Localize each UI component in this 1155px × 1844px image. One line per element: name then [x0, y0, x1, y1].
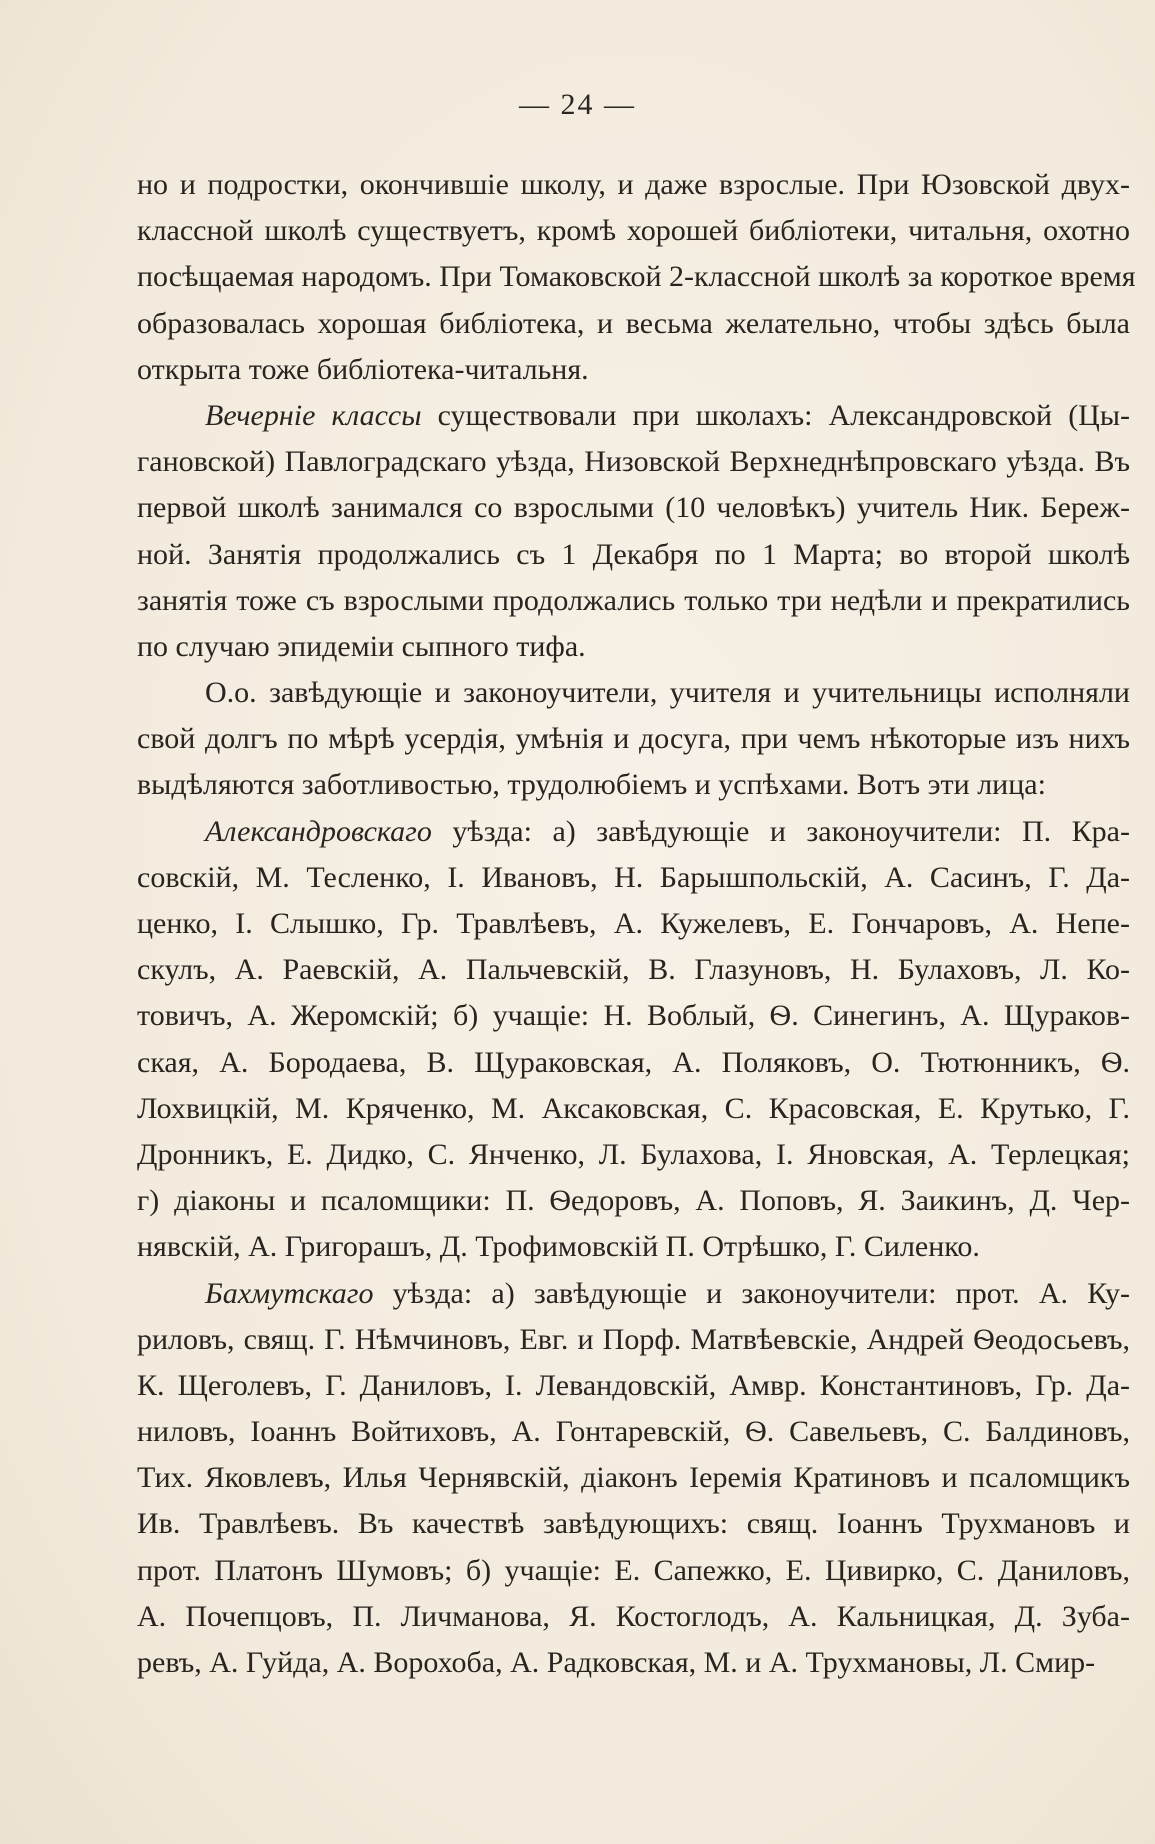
- text-line: [137, 347, 1130, 393]
- text-line: [137, 762, 1130, 808]
- line-text: свой долгъ по мѣрѣ усердія, умѣнія и досуга, при чемъ нѣкоторые изъ нихъ: [137, 722, 1130, 756]
- text-line: [137, 1271, 1130, 1317]
- text-line: [137, 1178, 1130, 1224]
- text-line: [137, 208, 1130, 254]
- text-line: [137, 901, 1130, 947]
- line-text: уѣзда: а) завѣдующіе и законоучители: П. Кра-: [431, 814, 1130, 848]
- line-text: первой школѣ занимался со взрослыми (10 человѣкъ) учитель Ник. Береж-: [137, 491, 1130, 525]
- line-text: совскій, М. Тесленко, І. Ивановъ, Н. Барышпольскій, А. Сасинъ, Г. Да-: [137, 860, 1130, 894]
- text-line: [137, 532, 1130, 578]
- text-line: [137, 1455, 1130, 1501]
- text-line: [137, 809, 1130, 855]
- line-text: классной школѣ существуетъ, кромѣ хорошей библіотеки, читальня, охотно: [137, 214, 1130, 248]
- line-text: существовали при школахъ: Александровской (Цы-: [421, 398, 1130, 432]
- text-line: [137, 993, 1130, 1039]
- text-line: [137, 485, 1130, 531]
- text-line: [137, 1363, 1130, 1409]
- line-text: ская, А. Бородаева, В. Щураковская, А. Поляковъ, О. Тютюнникъ, Ѳ.: [137, 1045, 1130, 1079]
- line-text: гановской) Павлоградскаго уѣзда, Низовской Верхнеднѣпровскаго уѣзда. Въ: [137, 445, 1130, 479]
- line-text: А. Почепцовъ, П. Личманова, Я. Костоглодъ, А. Кальницкая, Д. Зуба-: [137, 1599, 1130, 1633]
- text-line: [137, 1594, 1130, 1640]
- text-line: [137, 1548, 1130, 1594]
- line-text: Лохвицкій, М. Кряченко, М. Аксаковская, С. Красовская, Е. Крутько, Г.: [137, 1091, 1130, 1125]
- line-text: ценко, І. Слышко, Гр. Травлѣевъ, А. Кужелевъ, Е. Гончаровъ, А. Непе-: [137, 907, 1130, 940]
- text-line: [137, 855, 1130, 901]
- line-text: нявскій, А. Григорашъ, Д. Трофимовскій П. Отрѣшко, Г. Силенко.: [137, 1230, 980, 1264]
- line-text: прот. Платонъ Шумовъ; б) учащіе: Е. Сапежко, Е. Цивирко, С. Даниловъ,: [137, 1553, 1130, 1587]
- line-text: риловъ, свящ. Г. Нѣмчиновъ, Евг. и Порф. Матвѣевскіе, Андрей Ѳеодосьевъ,: [137, 1322, 1130, 1356]
- line-text: открыта тоже библіотека-читальня.: [137, 352, 589, 386]
- text-line: [137, 1640, 1130, 1686]
- italic-heading: Вечерніе классы: [205, 398, 422, 432]
- line-text: Тих. Яковлевъ, Илья Чернявскій, діаконъ Іеремія Кратиновъ и псаломщикъ: [137, 1461, 1130, 1495]
- line-text: по случаю эпидеміи сыпного тифа.: [137, 629, 586, 663]
- italic-heading: Александровскаго: [205, 814, 432, 848]
- italic-heading: Бахмутскаго: [205, 1276, 374, 1310]
- line-text: О.о. завѣдующіе и законоучители, учителя и учительницы исполняли: [205, 676, 1130, 710]
- text-line: [137, 1501, 1130, 1547]
- page-number: — 24 —: [519, 88, 636, 121]
- line-text: посѣщаемая народомъ. При Томаковской 2-классной школѣ за короткое время: [137, 260, 1136, 294]
- line-text: занятія тоже съ взрослыми продолжались только три недѣли и прекратились: [137, 583, 1130, 617]
- body-text: [137, 162, 1136, 1686]
- text-line: [137, 1040, 1130, 1086]
- text-line: [137, 1132, 1130, 1178]
- line-text: Ив. Травлѣевъ. Въ качествѣ завѣдующихъ: свящ. Іоаннъ Трухмановъ и: [137, 1507, 1130, 1541]
- text-line: [137, 254, 1136, 300]
- line-text: но и подростки, окончившіе школу, и даже взрослые. При Юзовской двух-: [137, 168, 1130, 201]
- text-line: [137, 301, 1130, 347]
- text-line: [137, 393, 1130, 439]
- text-line: [137, 1317, 1130, 1363]
- text-line: [137, 578, 1130, 624]
- line-text: Дронникъ, Е. Дидко, С. Янченко, Л. Булахова, І. Яновская, А. Терлецкая;: [137, 1137, 1130, 1171]
- text-line: [137, 947, 1130, 993]
- text-line: [137, 1224, 1130, 1270]
- text-line: [137, 1086, 1130, 1132]
- text-line: [137, 439, 1130, 485]
- line-text: образовалась хорошая библіотека, и весьма желательно, чтобы здѣсь была: [137, 306, 1130, 340]
- line-text: товичъ, А. Жеромскій; б) учащіе: Н. Воблый, Ѳ. Синегинъ, А. Щураков-: [137, 999, 1130, 1033]
- text-line: [137, 1409, 1130, 1455]
- line-text: ной. Занятія продолжались съ 1 Декабря по 1 Марта; во второй школѣ: [137, 537, 1130, 571]
- line-text: скулъ, А. Раевскій, А. Пальчевскій, В. Глазуновъ, Н. Булаховъ, Л. Ко-: [137, 953, 1130, 987]
- line-text: выдѣляются заботливостью, трудолюбіемъ и успѣхами. Вотъ эти лица:: [137, 768, 1046, 802]
- line-text: ревъ, А. Гуйда, А. Ворохоба, А. Радковская, М. и А. Трухмановы, Л. Смир-: [137, 1646, 1096, 1679]
- text-line: [137, 716, 1130, 762]
- text-line: [137, 624, 1130, 670]
- text-line: [137, 162, 1130, 208]
- line-text: г) діаконы и псаломщики: П. Ѳедоровъ, А. Поповъ, Я. Заикинъ, Д. Чер-: [137, 1184, 1130, 1218]
- line-text: К. Щеголевъ, Г. Даниловъ, І. Левандовскій, Амвр. Константиновъ, Гр. Да-: [137, 1368, 1130, 1402]
- text-line: [137, 670, 1130, 716]
- line-text: уѣзда: а) завѣдующіе и законоучители: прот. А. Ку-: [373, 1276, 1130, 1310]
- line-text: ниловъ, Іоаннъ Войтиховъ, А. Гонтаревскій, Ѳ. Савельевъ, С. Балдиновъ,: [137, 1415, 1130, 1449]
